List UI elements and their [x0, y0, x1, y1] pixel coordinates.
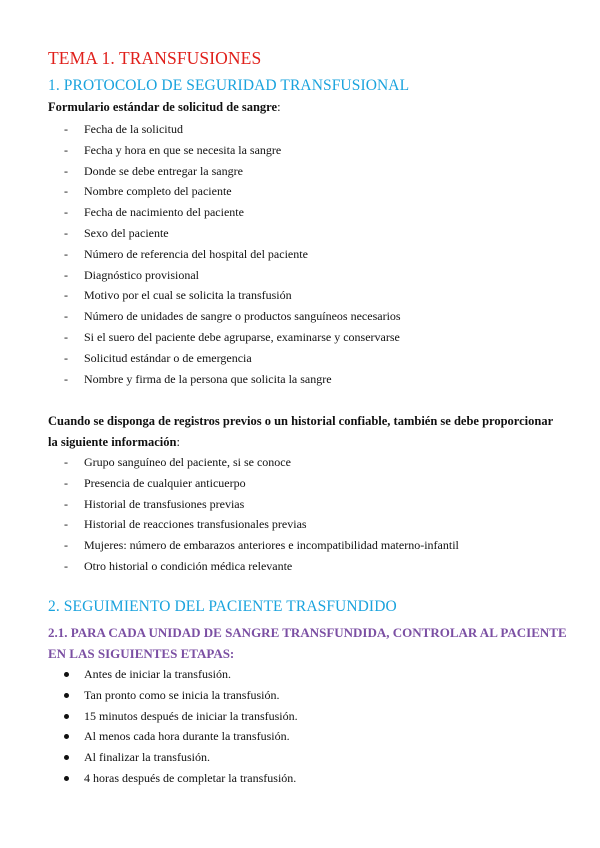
- dash-bullet: -: [64, 246, 68, 261]
- list-item: [0, 265, 401, 286]
- list-item: [0, 140, 401, 161]
- list-item: [0, 181, 401, 202]
- form-label-suffix: :: [277, 100, 281, 114]
- list-item-text: Nombre y firma de la persona que solicita la sangre: [84, 371, 332, 386]
- dash-bullet: -: [64, 350, 68, 365]
- list-item-text: Al finalizar la transfusión.: [84, 750, 210, 765]
- section1-heading: 1. PROTOCOLO DE SEGURIDAD TRANSFUSIONAL: [48, 77, 410, 94]
- dash-bullet: -: [64, 538, 68, 553]
- list-item-text: Historial de transfusiones previas: [84, 496, 245, 511]
- dash-bullet: -: [64, 288, 68, 303]
- list-item-text: Grupo sanguíneo del paciente, si se conoce: [84, 455, 291, 469]
- list-item: [0, 494, 459, 515]
- dash-bullet: -: [64, 496, 68, 511]
- list-item: [0, 202, 401, 223]
- form-label: [48, 97, 558, 118]
- list-item: [0, 747, 298, 768]
- list-item: [0, 369, 401, 390]
- list-item-text: Antes de iniciar la transfusión.: [84, 667, 231, 681]
- list-item-text: Número de unidades de sangre o productos sanguíneos necesarios: [84, 309, 401, 324]
- page-title: TEMA 1. TRANSFUSIONES: [48, 48, 262, 68]
- records-items-list: [0, 452, 459, 577]
- list-item: [0, 473, 459, 494]
- dash-bullet: -: [64, 142, 68, 157]
- list-item: [0, 161, 401, 182]
- list-item: [0, 664, 298, 685]
- records-label-text: Cuando se disponga de registros previos o un historial confiable, también se debe proporcionar la siguiente información: [48, 414, 553, 449]
- list-item-text: 4 horas después de completar la transfusión.: [84, 770, 297, 785]
- list-item-text: Solicitud estándar o de emergencia: [84, 350, 252, 365]
- list-item: [0, 452, 459, 473]
- records-label-suffix: :: [176, 435, 180, 449]
- dash-bullet: -: [64, 163, 68, 178]
- list-item: [0, 285, 401, 306]
- list-item-text: Sexo del paciente: [84, 225, 169, 240]
- list-item: [0, 223, 401, 244]
- bullet-dot-icon: [64, 776, 69, 781]
- dash-bullet: -: [64, 184, 68, 199]
- dash-bullet: -: [64, 122, 68, 136]
- dash-bullet: -: [64, 225, 68, 240]
- bullet-dot-icon: [64, 755, 69, 760]
- list-item: [0, 768, 298, 789]
- dash-bullet: -: [64, 371, 68, 386]
- bullet-dot-icon: [64, 714, 69, 719]
- list-item-text: Nombre completo del paciente: [84, 184, 232, 199]
- dash-bullet: -: [64, 558, 68, 573]
- list-item: [0, 535, 459, 556]
- list-item: [0, 244, 401, 265]
- list-item: [0, 514, 459, 535]
- dash-bullet: -: [64, 267, 68, 282]
- list-item: [0, 348, 401, 369]
- list-item-text: Tan pronto como se inicia la transfusión.: [84, 687, 280, 702]
- list-item-text: Fecha de la solicitud: [84, 122, 183, 136]
- records-label: [48, 411, 558, 453]
- list-item-text: Presencia de cualquier anticuerpo: [84, 475, 246, 490]
- dash-bullet: -: [64, 475, 68, 490]
- section2-heading: 2. SEGUIMIENTO DEL PACIENTE TRASFUNDIDO: [48, 598, 397, 615]
- bullet-dot-icon: [64, 734, 69, 739]
- list-item: [0, 685, 298, 706]
- list-item-text: Si el suero del paciente debe agruparse, examinarse y conservarse: [84, 329, 400, 344]
- list-item-text: Diagnóstico provisional: [84, 267, 199, 282]
- list-item-text: Historial de reacciones transfusionales previas: [84, 517, 307, 532]
- bullet-dot-icon: [64, 672, 69, 677]
- list-item-text: Fecha de nacimiento del paciente: [84, 205, 244, 220]
- list-item: [0, 306, 401, 327]
- form-items-list: [0, 119, 401, 389]
- dash-bullet: -: [64, 205, 68, 220]
- list-item: [0, 706, 298, 727]
- list-item: [0, 556, 459, 577]
- list-item-text: Al menos cada hora durante la transfusión.: [84, 729, 290, 744]
- list-item: [0, 119, 401, 140]
- list-item-text: Otro historial o condición médica relevante: [84, 558, 293, 573]
- dash-bullet: -: [64, 517, 68, 532]
- form-label-text: Formulario estándar de solicitud de sangre: [48, 100, 278, 114]
- list-item-text: Donde se debe entregar la sangre: [84, 163, 243, 178]
- section2-subheading: 2.1. PARA CADA UNIDAD DE SANGRE TRANSFUNDIDA, CONTROLAR AL PACIENTE EN LAS SIGUIENTES ETAPAS:: [48, 625, 567, 661]
- list-item-text: 15 minutos después de iniciar la transfusión.: [84, 708, 298, 723]
- list-item-text: Motivo por el cual se solicita la transfusión: [84, 288, 292, 303]
- list-item: [0, 726, 298, 747]
- dash-bullet: -: [64, 455, 68, 469]
- stages-list: [0, 664, 298, 789]
- dash-bullet: -: [64, 309, 68, 324]
- list-item-text: Mujeres: número de embarazos anteriores e incompatibilidad materno-infantil: [84, 538, 459, 553]
- list-item-text: Número de referencia del hospital del paciente: [84, 246, 308, 261]
- bullet-dot-icon: [64, 693, 69, 698]
- dash-bullet: -: [64, 329, 68, 344]
- list-item-text: Fecha y hora en que se necesita la sangre: [84, 142, 282, 157]
- list-item: [0, 327, 401, 348]
